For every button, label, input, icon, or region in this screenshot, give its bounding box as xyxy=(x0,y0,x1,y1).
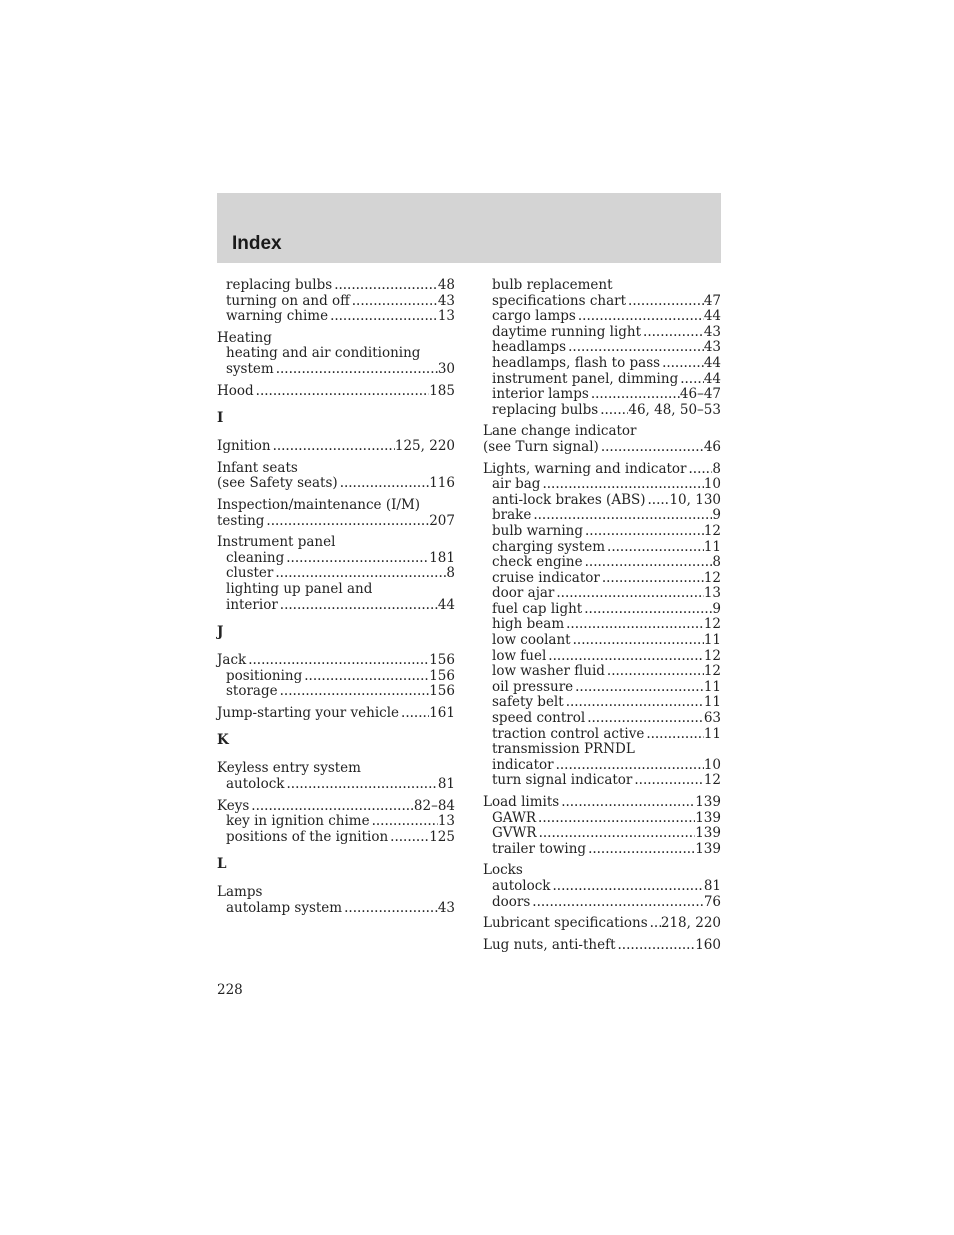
index-subentry xyxy=(483,524,721,540)
index-subentry xyxy=(483,680,721,696)
entry-page-reference: 156 xyxy=(429,667,455,684)
section-letter: J xyxy=(217,624,224,641)
entry-page-reference: 13 xyxy=(437,308,455,325)
entry-label: Lubricant specifications xyxy=(483,915,648,932)
entry-page-reference: 139 xyxy=(695,825,721,842)
dot-leader xyxy=(275,566,446,582)
page-title: Index xyxy=(232,233,282,254)
index-subentry xyxy=(483,842,721,858)
entry-page-reference: 139 xyxy=(695,809,721,826)
entry-label: check engine xyxy=(492,554,583,571)
dot-leader xyxy=(575,680,704,696)
index-subentry xyxy=(483,309,721,325)
entry-page-reference: 43 xyxy=(703,323,721,340)
index-entry xyxy=(483,795,721,811)
entry-label: low fuel xyxy=(492,647,547,664)
index-entry xyxy=(217,439,455,455)
index-subentry xyxy=(217,777,455,793)
dot-leader xyxy=(352,294,438,310)
entry-label: low coolant xyxy=(492,632,571,649)
index-entry xyxy=(217,761,455,777)
dot-leader xyxy=(334,278,438,294)
entry-page-reference: 13 xyxy=(437,813,455,830)
dot-leader xyxy=(618,938,696,954)
entry-page-reference: 207 xyxy=(429,512,455,529)
entry-label: Keys xyxy=(217,797,250,814)
dot-leader xyxy=(552,879,703,895)
entry-page-reference: 139 xyxy=(695,794,721,810)
index-entry xyxy=(483,424,721,440)
entry-page-reference: 44 xyxy=(703,354,721,371)
index-subentry xyxy=(483,826,721,842)
entry-label: bulb warning xyxy=(492,522,583,539)
entry-page-reference: 116 xyxy=(429,475,455,492)
entry-label: oil pressure xyxy=(492,678,574,695)
entry-page-reference: 12 xyxy=(703,616,721,633)
entry-page-reference: 160 xyxy=(695,936,721,953)
index-entry xyxy=(217,799,455,815)
entry-label: Inspection/maintenance (I/M) xyxy=(217,496,421,513)
index-column-left xyxy=(217,278,455,917)
index-subentry xyxy=(483,340,721,356)
index-subentry xyxy=(483,602,721,618)
entry-page-reference: 44 xyxy=(703,370,721,387)
entry-label: lighting up panel and xyxy=(226,580,373,597)
entry-label: turning on and off xyxy=(226,292,350,309)
dot-leader xyxy=(330,309,438,325)
entry-label: air bag xyxy=(492,476,541,493)
index-entry xyxy=(483,916,721,932)
entry-label: anti-lock brakes (ABS) xyxy=(492,491,646,508)
entry-label: (see Safety seats) xyxy=(217,475,338,492)
index-entry xyxy=(217,384,455,400)
entry-label: cruise indicator xyxy=(492,569,600,586)
index-subentry xyxy=(217,278,455,294)
dot-leader xyxy=(340,476,430,492)
entry-label: replacing bulbs xyxy=(492,401,599,418)
dot-leader xyxy=(584,602,712,618)
entry-label: Heating xyxy=(217,329,272,346)
index-subentry xyxy=(483,879,721,895)
index-subentry xyxy=(483,372,721,388)
dot-leader xyxy=(266,514,429,530)
entry-label: Lug nuts, anti-theft xyxy=(483,936,616,953)
index-subentry xyxy=(483,727,721,743)
index-subentry xyxy=(483,555,721,571)
dot-leader xyxy=(568,340,704,356)
dot-leader xyxy=(587,711,704,727)
entry-label: turn signal indicator xyxy=(492,772,633,789)
index-subentry xyxy=(483,387,721,403)
entry-page-reference: 11 xyxy=(703,694,721,711)
index-subentry xyxy=(483,711,721,727)
entry-label: indicator xyxy=(492,756,554,773)
dot-leader xyxy=(600,403,628,419)
dot-leader xyxy=(628,294,704,310)
entry-page-reference: 10, 130 xyxy=(669,491,721,508)
dot-leader xyxy=(648,493,670,509)
index-entry xyxy=(217,498,455,514)
dot-leader xyxy=(248,653,429,669)
dot-leader xyxy=(390,830,429,846)
entry-page-reference: 156 xyxy=(429,683,455,700)
entry-label: Infant seats xyxy=(217,459,298,476)
entry-label: fuel cap light xyxy=(492,600,583,617)
index-subentry xyxy=(483,773,721,789)
dot-leader xyxy=(680,372,704,388)
entry-label: traction control active xyxy=(492,725,645,742)
entry-page-reference: 139 xyxy=(695,840,721,857)
dot-leader xyxy=(532,895,704,911)
index-subentry xyxy=(483,633,721,649)
dot-leader xyxy=(276,362,438,378)
entry-label: positioning xyxy=(226,667,303,684)
entry-label: heating and air conditioning xyxy=(226,345,421,362)
dot-leader xyxy=(602,571,704,587)
entry-label: Ignition xyxy=(217,438,271,455)
index-entry xyxy=(483,938,721,954)
dot-leader xyxy=(585,524,704,540)
entry-label: trailer towing xyxy=(492,840,587,857)
dot-leader xyxy=(304,669,429,685)
dot-leader xyxy=(401,706,429,722)
section-letter: K xyxy=(217,732,229,749)
index-subentry xyxy=(483,571,721,587)
entry-label: Lamps xyxy=(217,884,263,901)
entry-label: storage xyxy=(226,683,278,700)
index-subentry xyxy=(217,566,455,582)
index-entry xyxy=(217,885,455,901)
dot-leader xyxy=(607,540,704,556)
index-entry xyxy=(217,514,455,530)
entry-page-reference: 43 xyxy=(437,292,455,309)
entry-page-reference: 8 xyxy=(446,565,455,582)
entry-page-reference: 30 xyxy=(437,360,455,377)
dot-leader xyxy=(643,325,704,341)
index-subentry xyxy=(217,598,455,614)
entry-page-reference: 185 xyxy=(429,382,455,399)
entry-page-reference: 8 xyxy=(712,460,721,477)
index-subentry xyxy=(217,669,455,685)
index-subentry xyxy=(483,586,721,602)
dot-leader xyxy=(585,555,713,571)
dot-leader xyxy=(566,617,704,633)
entry-page-reference: 12 xyxy=(703,522,721,539)
entry-label: GAWR xyxy=(492,809,537,826)
entry-label: GVWR xyxy=(492,825,537,842)
index-entry xyxy=(217,653,455,669)
index-entry xyxy=(217,706,455,722)
dot-leader xyxy=(533,508,712,524)
dot-leader xyxy=(566,695,704,711)
section-letter: L xyxy=(217,856,227,873)
index-subentry xyxy=(217,684,455,700)
entry-page-reference: 125 xyxy=(429,828,455,845)
entry-label: Load limits xyxy=(483,794,560,810)
entry-page-reference: 10 xyxy=(703,756,721,773)
entry-label: speed control xyxy=(492,710,586,727)
entry-page-reference: 44 xyxy=(437,596,455,613)
entry-label: daytime running light xyxy=(492,323,642,340)
entry-page-reference: 47 xyxy=(703,292,721,309)
entry-label: autolock xyxy=(492,877,551,894)
index-subentry xyxy=(483,508,721,524)
entry-label: charging system xyxy=(492,538,606,555)
index-entry xyxy=(217,535,455,551)
entry-label: Lights, warning and indicator xyxy=(483,460,687,477)
index-subentry xyxy=(217,901,455,917)
entry-label: low washer fluid xyxy=(492,663,605,680)
entry-page-reference: 46 xyxy=(703,438,721,455)
index-subentry xyxy=(483,758,721,774)
entry-label: autolamp system xyxy=(226,900,343,917)
entry-page-reference: 9 xyxy=(712,507,721,524)
entry-label: Instrument panel xyxy=(217,534,336,551)
entry-page-reference: 10 xyxy=(703,476,721,493)
index-header-band xyxy=(217,193,721,263)
index-subentry xyxy=(483,294,721,310)
entry-page-reference: 156 xyxy=(429,652,455,669)
dot-leader xyxy=(601,440,704,456)
entry-label: specifications chart xyxy=(492,292,627,309)
entry-page-reference: 12 xyxy=(703,569,721,586)
index-subentry xyxy=(217,309,455,325)
index-subentry xyxy=(483,278,721,294)
entry-label: bulb replacement xyxy=(492,277,613,293)
index-subentry xyxy=(483,695,721,711)
entry-label: safety belt xyxy=(492,694,564,711)
dot-leader xyxy=(689,462,713,478)
entry-label: Lane change indicator xyxy=(483,423,637,440)
index-subentry xyxy=(483,403,721,419)
dot-leader xyxy=(650,916,661,932)
entry-label: Jump-starting your vehicle xyxy=(217,704,400,721)
entry-page-reference: 8 xyxy=(712,554,721,571)
index-entry xyxy=(483,863,721,879)
index-subentry xyxy=(483,540,721,556)
index-subentry xyxy=(217,814,455,830)
entry-page-reference: 12 xyxy=(703,772,721,789)
dot-leader xyxy=(578,309,704,325)
entry-page-reference: 125, 220 xyxy=(394,438,455,455)
dot-leader xyxy=(286,551,429,567)
entry-page-reference: 82–84 xyxy=(413,797,455,814)
entry-page-reference: 46, 48, 50–53 xyxy=(628,401,721,418)
dot-leader xyxy=(256,384,430,400)
entry-label: cleaning xyxy=(226,549,285,566)
entry-label: key in ignition chime xyxy=(226,813,370,830)
dot-leader xyxy=(280,684,430,700)
dot-leader xyxy=(634,773,703,789)
entry-page-reference: 81 xyxy=(703,877,721,894)
page-number: 228 xyxy=(217,982,243,998)
dot-leader xyxy=(556,758,704,774)
entry-label: cargo lamps xyxy=(492,308,576,325)
index-subentry xyxy=(217,294,455,310)
entry-page-reference: 81 xyxy=(437,776,455,793)
entry-label: autolock xyxy=(226,776,285,793)
index-subentry xyxy=(483,742,721,758)
entry-label: warning chime xyxy=(226,308,329,325)
entry-label: interior lamps xyxy=(492,386,589,403)
entry-label: system xyxy=(226,360,274,377)
entry-page-reference: 46–47 xyxy=(679,386,721,403)
entry-page-reference: 43 xyxy=(437,900,455,917)
entry-label: headlamps xyxy=(492,339,567,356)
entry-page-reference: 11 xyxy=(703,632,721,649)
index-subentry xyxy=(483,895,721,911)
dot-leader xyxy=(588,842,695,858)
dot-leader xyxy=(344,901,438,917)
entry-page-reference: 44 xyxy=(703,308,721,325)
entry-page-reference: 181 xyxy=(429,549,455,566)
dot-leader xyxy=(662,356,704,372)
index-subentry xyxy=(483,325,721,341)
section-letter: I xyxy=(217,410,224,427)
entry-page-reference: 11 xyxy=(703,725,721,742)
entry-label: testing xyxy=(217,512,265,529)
dot-leader xyxy=(542,477,703,493)
dot-leader xyxy=(286,777,437,793)
index-subentry xyxy=(217,582,455,598)
entry-label: Hood xyxy=(217,382,254,399)
index-entry xyxy=(217,461,455,477)
index-subentry xyxy=(483,617,721,633)
dot-leader xyxy=(273,439,395,455)
dot-leader xyxy=(561,795,695,811)
entry-page-reference: 218, 220 xyxy=(660,915,721,932)
index-subentry xyxy=(217,830,455,846)
entry-label: positions of the ignition xyxy=(226,828,389,845)
entry-label: replacing bulbs xyxy=(226,277,333,293)
dot-leader xyxy=(280,598,438,614)
dot-leader xyxy=(251,799,414,815)
entry-label: Jack xyxy=(217,652,247,669)
index-subentry xyxy=(483,356,721,372)
index-entry xyxy=(483,462,721,478)
index-column-right xyxy=(483,278,721,953)
entry-label: high beam xyxy=(492,616,565,633)
entry-page-reference: 161 xyxy=(429,704,455,721)
entry-page-reference: 63 xyxy=(703,710,721,727)
entry-label: cluster xyxy=(226,565,274,582)
entry-page-reference: 11 xyxy=(703,538,721,555)
dot-leader xyxy=(591,387,680,403)
index-subentry xyxy=(483,649,721,665)
index-subentry xyxy=(483,664,721,680)
dot-leader xyxy=(646,727,704,743)
entry-label: doors xyxy=(492,893,531,910)
entry-label: brake xyxy=(492,507,532,524)
entry-page-reference: 76 xyxy=(703,893,721,910)
dot-leader xyxy=(372,814,438,830)
dot-leader xyxy=(607,664,704,680)
index-subentry xyxy=(483,477,721,493)
entry-label: interior xyxy=(226,596,278,613)
entry-page-reference: 43 xyxy=(703,339,721,356)
entry-page-reference: 13 xyxy=(703,585,721,602)
dot-leader xyxy=(556,586,703,602)
dot-leader xyxy=(548,649,704,665)
index-entry xyxy=(217,476,455,492)
entry-label: door ajar xyxy=(492,585,555,602)
entry-label: Keyless entry system xyxy=(217,760,361,777)
entry-page-reference: 11 xyxy=(703,678,721,695)
index-subentry xyxy=(483,811,721,827)
entry-page-reference: 48 xyxy=(437,277,455,293)
entry-page-reference: 9 xyxy=(712,600,721,617)
entry-label: headlamps, flash to pass xyxy=(492,354,661,371)
index-subentry xyxy=(217,551,455,567)
index-subentry xyxy=(217,362,455,378)
entry-label: instrument panel, dimming xyxy=(492,370,679,387)
index-subentry xyxy=(483,493,721,509)
entry-label: transmission PRNDL xyxy=(492,741,635,758)
index-entry xyxy=(483,440,721,456)
index-entry xyxy=(217,331,455,347)
dot-leader xyxy=(539,826,696,842)
entry-label: Locks xyxy=(483,862,523,879)
dot-leader xyxy=(573,633,704,649)
entry-page-reference: 12 xyxy=(703,663,721,680)
index-subentry xyxy=(217,346,455,362)
entry-page-reference: 12 xyxy=(703,647,721,664)
dot-leader xyxy=(538,811,695,827)
entry-label: (see Turn signal) xyxy=(483,438,599,455)
